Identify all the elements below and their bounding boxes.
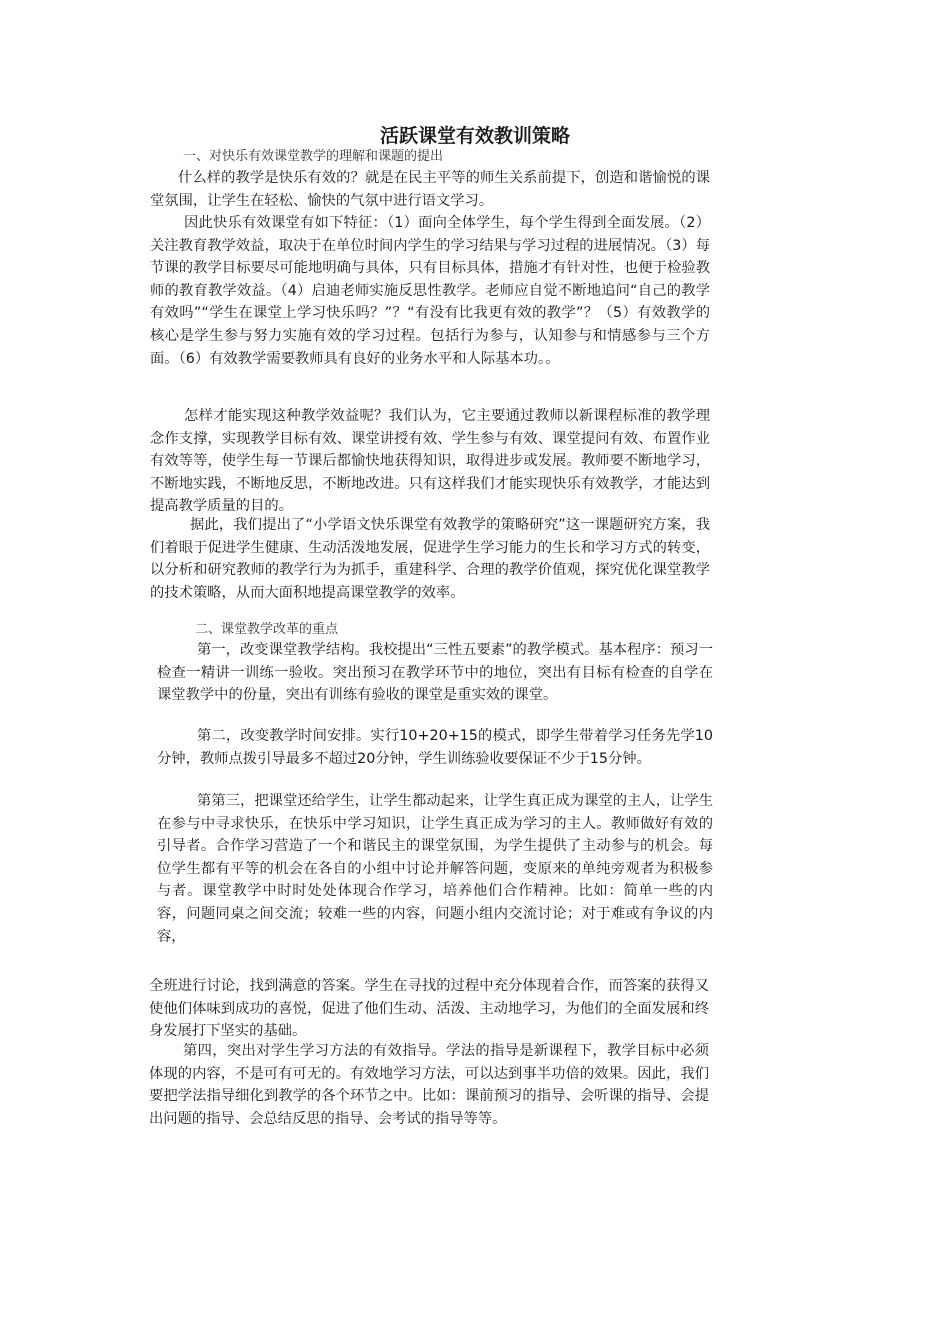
paragraph: 第二，改变教学时间安排。实行10+20+15的模式，即学生带着学习任务先学10分钟，教师点拨引导最多不超过20分钟，学生训练验收要保证不少于15分钟。 [157, 728, 713, 767]
paragraph: 第第三，把课堂还给学生，让学生都动起来，让学生真正成为课堂的主人，让学生在参与中寻求快乐，在快乐中学习知识，让学生真正成为学习的主人。教师做好有效的引导者。合作学习营造了一个和谐民主的课堂氛围，为学生提供了主动参与的机会。每位学生都有平等的机会在各自的小组中讨论并解答问题，变原来的单纯旁观者为积极参与者。课堂教学中时时处处体现合作学习，培养他们合作精神。比如：简单一些的内容，问题同桌之间交流；较难一些的内容，问题小组内交流讨论；对于难或有争议的内容， [157, 793, 713, 945]
section-heading-2: 二、课堂教学改革的重点 [195, 622, 339, 637]
document-title: 活跃课堂有效教训策略 [379, 125, 570, 147]
paragraph: 第一，改变课堂教学结构。我校提出“三性五要素”的教学模式。基本程序：预习一检查一精讲一训练一验收。突出预习在教学环节中的地位，突出有目标有检查的自学在课堂教学中的份量，突出有训练有验收的课堂是重实效的课堂。 [157, 642, 713, 704]
paragraph: 怎样才能实现这种教学效益呢？我们认为，它主要通过教师以新课程标准的教学理念作支撑，实现教学目标有效、课堂讲授有效、学生参与有效、课堂提问有效、布置作业有效等等，使学生每一节课后都愉快地获得知识，取得进步或发展。教师要不断地学习，不断地实践，不断地反思，不断地改进。只有这样我们才能实现快乐有效教学，才能达到提高教学质量的目的。 [150, 408, 710, 515]
paragraph: 因此快乐有效课堂有如下特征：（1）面向全体学生，每个学生得到全面发展。（2）关注教育教学效益，取决于在单位时间内学生的学习结果与学习过程的进展情况。（3）每节课的教学目标要尽可能地明确与具体，只有目标具体，措施才有针对性，也便于检验教师的教育教学效益。（4）启迪老师实施反思性教学。老师应自觉不断地追问“自己的教学有效吗”“学生在课堂上学习快乐吗？”？“有没有比我更有效的教学”？（5）有效教学的核心是学生参与努力实施有效的学习过程。包括行为参与，认知参与和情感参与三个方面。（6）有效教学需要教师具有良好的业务水平和人际基本功。。 [150, 215, 710, 367]
section-heading-1: 一、对快乐有效课堂教学的理解和课题的提出 [183, 149, 444, 164]
paragraph: 据此，我们提出了“小学语文快乐课堂有效教学的策略研究”这一课题研究方案，我们着眼于促进学生健康、生动活泼地发展，促进学生学习能力的生长和学习方式的转变，以分析和研究教师的教学行为为抓手，重建科学、合理的教学价值观，探究优化课堂教学的技术策略，从而大面积地提高课堂教学的效率。 [150, 517, 710, 601]
paragraph: 第四，突出对学生学习方法的有效指导。学法的指导是新课程下，教学目标中必须体现的内容，不是可有可无的。有效地学习方法，可以达到事半功倍的效果。因此，我们要把学法指导细化到教学的各个环节之中。比如：课前预习的指导、会听课的指导、会提出问题的指导、会总结反思的指导、会考试的指导等等。 [149, 1043, 709, 1127]
paragraph: 什么样的教学是快乐有效的？就是在民主平等的师生关系前提下，创造和谐愉悦的课堂氛围，让学生在轻松、愉快的气氛中进行语文学习。 [150, 170, 710, 209]
paragraph: 全班进行讨论，找到满意的答案。学生在寻找的过程中充分体现着合作，而答案的获得又使他们体味到成功的喜悦，促进了他们生动、活泼、主动地学习，为他们的全面发展和终身发展打下坚实的基础。 [149, 978, 709, 1040]
